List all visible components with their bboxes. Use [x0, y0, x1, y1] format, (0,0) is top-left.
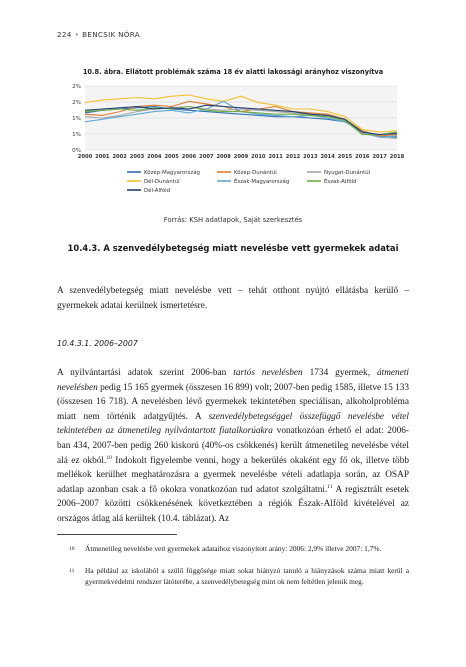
- line-chart: [57, 78, 409, 212]
- x-tick-label: 2010: [251, 154, 266, 160]
- x-tick-label: 2004: [147, 154, 162, 160]
- x-tick-label: 2015: [337, 154, 353, 160]
- legend-label: Nyugat-Dunántúl: [324, 170, 371, 176]
- x-tick-label: 2005: [164, 154, 179, 160]
- legend-label: Dél-Alföld: [144, 188, 171, 194]
- separator-dot: •: [74, 30, 80, 39]
- footnote: [57, 566, 409, 587]
- y-tick-label: 0%: [72, 148, 81, 154]
- running-author: BENCSIK NÓRA: [82, 30, 140, 39]
- body-text: A nyilvántartási adatok szerint 2006-ban: [57, 368, 234, 378]
- x-tick-label: 2006: [181, 154, 197, 160]
- body-text: A regisztrált esetek 2006–2007 közötti csökkenésének következtében a régiók Észak-Alföld kivételével az országos átlag alá kerültek (10.4. táblázat). Az: [57, 484, 410, 524]
- legend-label: Közép-Dunántúl: [234, 170, 277, 176]
- figure-title: 10.8. ábra. Ellátott problémák száma 18 év alatti lakossági arányhoz viszonyítva: [82, 68, 384, 76]
- y-tick-label: 2%: [72, 100, 81, 106]
- intro-paragraph: A szenvedélybetegség miatt nevelésbe vett – tehát otthont nyújtó ellátásba kerülő – gyermekek adatai kerülnek ismertetésre.: [57, 286, 409, 311]
- body-text: vonatkozóan érhető el adat: 2006-ban 434, 2007-ben pedig 260 kiskorú (40%-os csökkenés) került átmenetileg nevelésbe vétel alá ez okból.: [57, 426, 409, 466]
- footnote-text: Átmenetileg nevelésbe vett gyermekek adataihoz viszonyított arány: 2006: 2,9% illetve 2007: 1,7%.: [85, 544, 382, 553]
- y-tick-label: 1%: [72, 116, 81, 122]
- footnote: [57, 544, 409, 555]
- x-tick-label: 2016: [355, 154, 370, 160]
- y-tick-label: 1%: [72, 132, 81, 138]
- x-tick-label: 2013: [303, 154, 318, 160]
- footnote-ref[interactable]: 10: [106, 454, 112, 461]
- x-tick-label: 2018: [389, 154, 405, 160]
- x-tick-label: 2017: [372, 154, 387, 160]
- body-italic: átmeneti nevelésben: [57, 368, 409, 393]
- footnote-number: 11: [69, 568, 75, 574]
- body-italic: szenvedélybetegséggel összefüggő nevelésbe vétel tekintetében az átmenetileg nyilvántartott fiatalkorúakra: [57, 411, 409, 437]
- figure-source: Forrás: KSH adatlapok, Saját szerkesztés: [163, 216, 303, 224]
- subsection-heading: 10.4.3.1. 2006–2007: [57, 339, 138, 348]
- legend-label: Észak-Magyarország: [234, 179, 290, 185]
- body-text: 1734 gyermek,: [302, 368, 377, 378]
- x-tick-label: 2007: [199, 154, 214, 160]
- body-italic: tartós nevelésben: [233, 368, 303, 378]
- y-tick-label: 2%: [72, 84, 81, 90]
- x-tick-label: 2003: [129, 154, 145, 160]
- footnote-number: 10: [69, 546, 75, 552]
- body-text: pedig 15 165 gyermek (összesen 16 899) volt; 2007-ben pedig 1585, illetve 15 133 (összesen 16 718). A nevelésben lévő gyermekek tekintetében speciálisan, alkoholprobléma miatt nem történik adatgyűjtés. A: [57, 382, 409, 422]
- footnote-ref[interactable]: 11: [327, 483, 333, 490]
- page-number: 224: [57, 30, 72, 39]
- x-tick-label: 2009: [233, 154, 249, 160]
- x-tick-label: 2000: [77, 154, 93, 160]
- x-tick-label: 2008: [216, 154, 231, 160]
- legend-label: Észak-Alföld: [324, 179, 357, 185]
- body-paragraph: [57, 366, 409, 527]
- footnote-text: Ha például az iskolából a szülő függősége miatt sokat hiányzó tanuló a hiányzások száma miatt kerül a gyermekvédelmi rendszer látóterébe, a szenvedélybetegség mint ok nem feltétlen jelenik meg.: [85, 566, 409, 586]
- x-tick-label: 2001: [95, 154, 110, 160]
- running-header: [57, 30, 140, 39]
- legend-label: Dél-Dunántúl: [144, 179, 180, 185]
- x-tick-label: 2002: [112, 154, 127, 160]
- x-tick-label: 2011: [268, 154, 283, 160]
- section-title: 10.4.3. A szenvedélybetegség miatt nevelésbe vett gyermekek adatai: [67, 243, 399, 253]
- legend-label: Közép-Magyarország: [144, 170, 200, 176]
- x-tick-label: 2012: [285, 154, 301, 160]
- footnote-rule: [57, 534, 177, 535]
- body-text: Indokolt figyelembe venni, hogy a bekerülés okaként egy fő ok, illetve több mellékok kerülhet meghatározásra a gyermek nevelésbe vételi adatlapja során, az OSAP adatlap azonban csak a fő okokra vonatkozóan tud adatot szolgáltatni.: [57, 455, 409, 495]
- x-tick-label: 2014: [320, 154, 335, 160]
